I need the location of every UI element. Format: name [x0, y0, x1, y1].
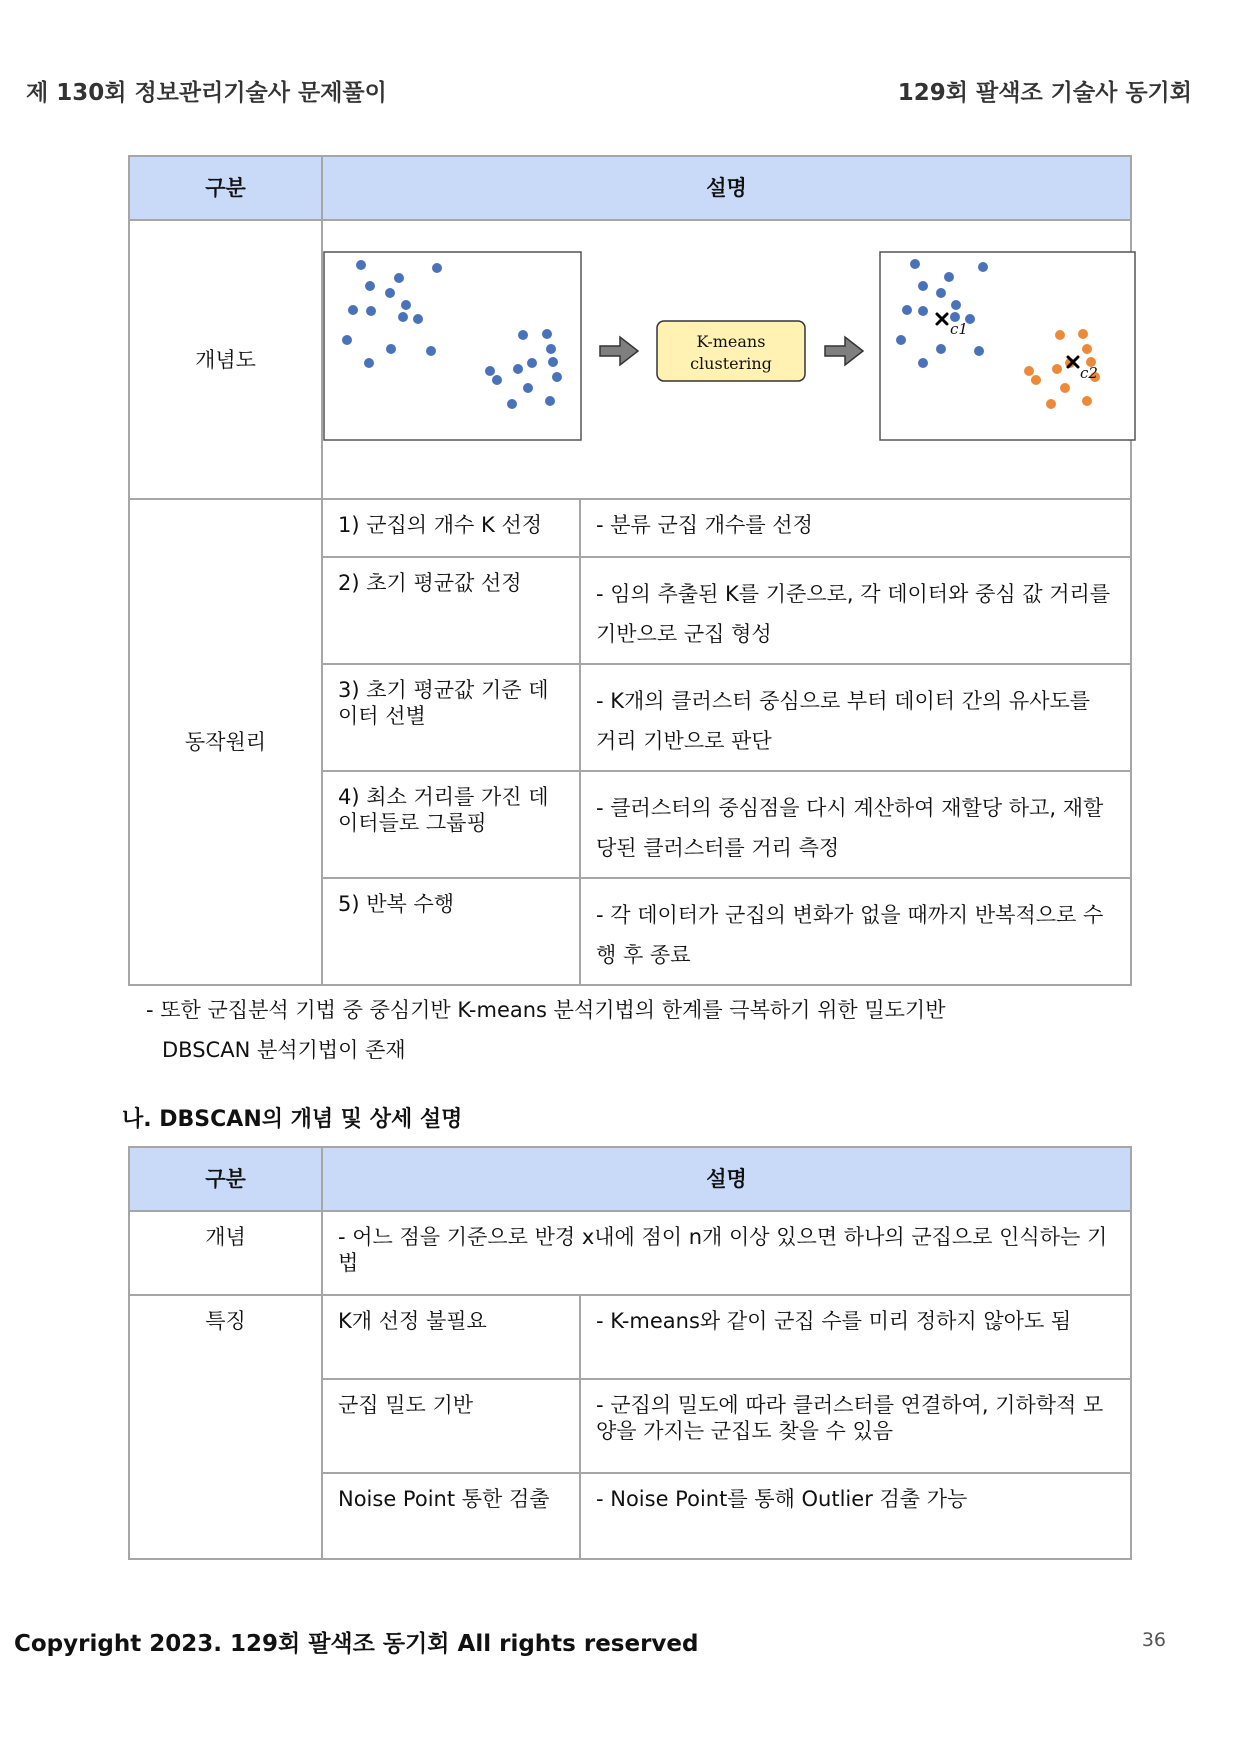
data-point — [548, 357, 558, 367]
section-title: 나. DBSCAN의 개념 및 상세 설명 — [122, 1107, 463, 1132]
feature-desc-text: - 군집의 밀도에 따라 클러스터를 연결하여, 기하학적 모양을 가지는 군집도 찾을 수 있음 — [596, 1393, 1104, 1443]
data-point — [356, 260, 366, 270]
note-line2: DBSCAN 분석기법이 존재 — [162, 1038, 406, 1062]
data-point — [386, 344, 396, 354]
data-point — [485, 366, 495, 376]
data-point — [366, 306, 376, 316]
data-point — [542, 329, 552, 339]
data-point — [918, 306, 928, 316]
col-description-header: 설명 — [322, 1147, 1131, 1211]
feature-desc — [580, 1379, 1131, 1473]
step-desc-text: - 분류 군집 개수를 선정 — [596, 513, 813, 537]
data-point — [527, 358, 537, 368]
operation-label: 동작원리 — [129, 499, 322, 985]
input-data-panel — [324, 252, 581, 440]
step-name — [322, 557, 580, 664]
data-point — [394, 273, 404, 283]
centroid-c2-label: c2 — [1080, 364, 1098, 382]
step-desc — [580, 771, 1131, 878]
step-name — [322, 664, 580, 771]
col-description-header: 설명 — [322, 156, 1131, 220]
data-point — [896, 335, 906, 345]
data-point — [1031, 375, 1041, 385]
data-point — [513, 364, 523, 374]
data-point — [426, 346, 436, 356]
header-left: 제 130회 정보관리기술사 문제풀이 — [26, 80, 387, 106]
data-point — [951, 300, 961, 310]
concept-label-text: 개념 — [205, 1225, 246, 1249]
data-point — [364, 358, 374, 368]
concept-label: 개념도 — [129, 220, 322, 499]
feature-desc-text: - Noise Point를 통해 Outlier 검출 가능 — [596, 1487, 968, 1511]
data-point — [348, 305, 358, 315]
step-name-text: 3) 초기 평균값 기준 데이터 선별 — [338, 678, 549, 728]
data-point — [902, 305, 912, 315]
data-point — [523, 383, 533, 393]
page-number: 36 — [1141, 1629, 1166, 1651]
data-point — [507, 399, 517, 409]
data-point — [552, 372, 562, 382]
features-label — [129, 1295, 322, 1559]
kmeans-box-line1: K-means — [696, 332, 766, 351]
arrow-right-icon — [825, 337, 863, 365]
data-point — [365, 281, 375, 291]
step-name — [322, 771, 580, 878]
data-point — [1078, 329, 1088, 339]
data-point — [546, 344, 556, 354]
feature-name-text: 군집 밀도 기반 — [338, 1393, 474, 1417]
step-name — [322, 878, 580, 985]
step-desc-text: - K개의 클러스터 중심으로 부터 데이터 간의 유사도를 거리 기반으로 판단 — [596, 689, 1091, 753]
concept-diagram-cell — [322, 220, 1131, 499]
feature-name — [322, 1295, 580, 1379]
feature-name — [322, 1379, 580, 1473]
data-point — [1082, 396, 1092, 406]
step-name-text: 1) 군집의 개수 K 선정 — [338, 513, 543, 537]
dbscan-table — [128, 1146, 1132, 1560]
data-point — [545, 396, 555, 406]
feature-desc — [580, 1473, 1131, 1559]
data-point — [974, 346, 984, 356]
data-point — [936, 288, 946, 298]
note-paragraph — [146, 990, 1086, 1070]
data-point — [492, 375, 502, 385]
data-point — [944, 272, 954, 282]
data-point — [918, 358, 928, 368]
centroid-c1-label: c1 — [950, 320, 968, 338]
step-name-text: 4) 최소 거리를 가진 데이터들로 그룹핑 — [338, 785, 549, 835]
data-point — [401, 300, 411, 310]
kmeans-table — [128, 155, 1132, 986]
step-desc-text: - 각 데이터가 군집의 변화가 없을 때까지 반복적으로 수행 후 종료 — [596, 903, 1104, 967]
data-point — [1060, 383, 1070, 393]
data-point — [1052, 364, 1062, 374]
step-desc — [580, 664, 1131, 771]
feature-name — [322, 1473, 580, 1559]
step-desc-text: - 클러스터의 중심점을 다시 계산하여 재할당 하고, 재할당된 클러스터를 거리 측정 — [596, 796, 1104, 860]
data-point — [432, 263, 442, 273]
col-category-header: 구분 — [129, 1147, 322, 1211]
concept-desc-text: - 어느 점을 기준으로 반경 x내에 점이 n개 이상 있으면 하나의 군집으로 인식하는 기법 — [338, 1225, 1108, 1275]
data-point — [978, 262, 988, 272]
arrow-right-icon — [600, 337, 638, 365]
kmeans-box-line2: clustering — [690, 354, 772, 373]
data-point — [1055, 330, 1065, 340]
step-name-text: 5) 반복 수행 — [338, 892, 455, 916]
data-point — [385, 288, 395, 298]
data-point — [518, 330, 528, 340]
col-category-header: 구분 — [129, 156, 322, 220]
kmeans-diagram — [323, 251, 1136, 451]
data-point — [918, 281, 928, 291]
step-name — [322, 499, 580, 557]
data-point — [342, 335, 352, 345]
step-desc — [580, 557, 1131, 664]
clustered-data-panel — [880, 252, 1135, 440]
data-point — [398, 312, 408, 322]
feature-name-text: Noise Point 통한 검출 — [338, 1487, 550, 1511]
footer-copyright: Copyright 2023. 129회 팔색조 동기회 All rights reserved — [14, 1631, 699, 1657]
concept-label — [129, 1211, 322, 1295]
features-label-text: 특징 — [205, 1309, 246, 1333]
data-point — [1046, 399, 1056, 409]
feature-name-text: K개 선정 불필요 — [338, 1309, 487, 1333]
feature-desc-text: - K-means와 같이 군집 수를 미리 정하지 않아도 됨 — [596, 1309, 1072, 1333]
concept-desc — [322, 1211, 1131, 1295]
step-name-text: 2) 초기 평균값 선정 — [338, 571, 522, 595]
header-right: 129회 팔색조 기술사 동기회 — [897, 80, 1192, 106]
step-desc-text: - 임의 추출된 K를 기준으로, 각 데이터와 중심 값 거리를 기반으로 군집 형성 — [596, 582, 1111, 646]
data-point — [1024, 366, 1034, 376]
data-point — [1082, 344, 1092, 354]
data-point — [910, 259, 920, 269]
step-desc — [580, 878, 1131, 985]
feature-desc — [580, 1295, 1131, 1379]
step-desc — [580, 499, 1131, 557]
data-point — [936, 344, 946, 354]
note-line1: - 또한 군집분석 기법 중 중심기반 K-means 분석기법의 한계를 극복하기 위한 밀도기반 — [146, 998, 946, 1022]
data-point — [413, 314, 423, 324]
